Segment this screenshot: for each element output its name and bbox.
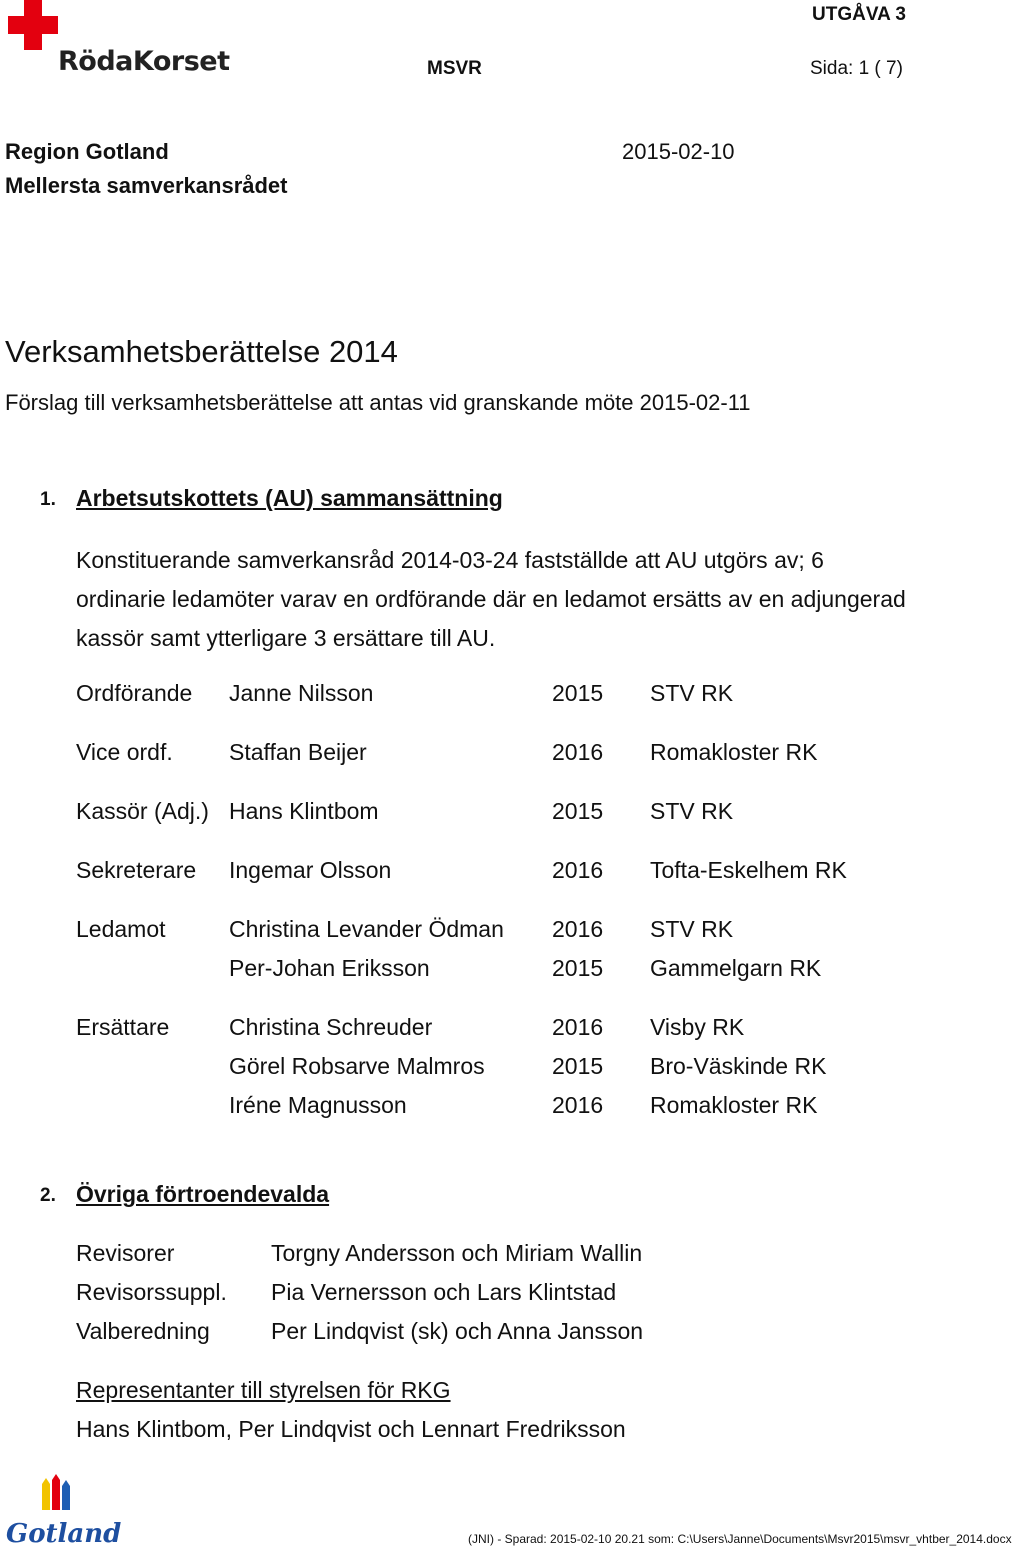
gotland-logo bbox=[4, 1478, 122, 1550]
member-year: 2016 bbox=[552, 1092, 604, 1118]
trustee-role: Valberedning bbox=[76, 1318, 210, 1344]
member-org: Bro-Väskinde RK bbox=[650, 1053, 827, 1079]
member-org: Romakloster RK bbox=[650, 739, 818, 765]
member-org: Romakloster RK bbox=[650, 1092, 818, 1118]
page-title: Verksamhetsberättelse 2014 bbox=[5, 334, 398, 369]
doc-code: MSVR bbox=[427, 58, 482, 79]
member-name: Hans Klintbom bbox=[229, 798, 379, 824]
member-year: 2016 bbox=[552, 739, 604, 765]
edition-label: UTGÅVA 3 bbox=[812, 4, 906, 25]
region-name: Region Gotland bbox=[5, 139, 169, 164]
document-date: 2015-02-10 bbox=[622, 139, 735, 164]
member-year: 2015 bbox=[552, 680, 604, 706]
red-cross-logo bbox=[4, 0, 230, 80]
member-year: 2015 bbox=[552, 1053, 604, 1079]
member-role: Ersättare bbox=[76, 1014, 170, 1040]
member-name: Iréne Magnusson bbox=[229, 1092, 407, 1118]
member-name: Görel Robsarve Malmros bbox=[229, 1053, 485, 1079]
member-role: Sekreterare bbox=[76, 857, 197, 883]
section-1-number: 1. bbox=[40, 489, 56, 510]
member-year: 2015 bbox=[552, 798, 604, 824]
section-1-heading: Arbetsutskottets (AU) sammansättning bbox=[76, 485, 503, 511]
council-name: Mellersta samverkansrådet bbox=[5, 173, 288, 198]
member-role: Ordförande bbox=[76, 680, 193, 706]
trustee-names: Torgny Andersson och Miriam Wallin bbox=[271, 1240, 643, 1266]
member-name: Staffan Beijer bbox=[229, 739, 367, 765]
member-org: Tofta-Eskelhem RK bbox=[650, 857, 847, 883]
rkg-heading: Representanter till styrelsen för RKG bbox=[76, 1377, 451, 1403]
member-name: Ingemar Olsson bbox=[229, 857, 392, 883]
section-1-intro: Konstituerande samverkansråd 2014-03-24 fastställde att AU utgörs av; 6 ordinarie ledamöter varav en ordförande där en ledamot ersätts av en adjungerad kassör samt ytterligare 3 ersättare till AU. bbox=[76, 547, 906, 651]
member-org: STV RK bbox=[650, 916, 734, 942]
member-year: 2016 bbox=[552, 1014, 604, 1040]
svg-text:Gotland: Gotland bbox=[6, 1519, 122, 1549]
member-name: Per-Johan Eriksson bbox=[229, 955, 430, 981]
member-name: Christina Schreuder bbox=[229, 1014, 433, 1040]
trustee-names: Per Lindqvist (sk) och Anna Jansson bbox=[271, 1318, 644, 1344]
member-role: Kassör (Adj.) bbox=[76, 798, 209, 824]
page-number: Sida: 1 ( 7) bbox=[810, 58, 903, 79]
red-cross-icon bbox=[8, 0, 58, 50]
member-year: 2015 bbox=[552, 955, 604, 981]
member-org: Visby RK bbox=[650, 1014, 745, 1040]
member-org: STV RK bbox=[650, 680, 734, 706]
member-role: Vice ordf. bbox=[76, 739, 173, 765]
trustee-role: Revisorer bbox=[76, 1240, 175, 1266]
member-year: 2016 bbox=[552, 916, 604, 942]
member-name: Christina Levander Ödman bbox=[229, 916, 504, 942]
rkg-names: Hans Klintbom, Per Lindqvist och Lennart Fredriksson bbox=[76, 1416, 626, 1442]
section-2-heading: Övriga förtroendevalda bbox=[76, 1181, 330, 1207]
save-info: (JNI) - Sparad: 2015-02-10 20.21 som: C:\Users\Janne\Documents\Msvr2015\msvr_vhtber_2014.docx bbox=[468, 1532, 1012, 1546]
member-year: 2016 bbox=[552, 857, 604, 883]
logo-text: RödaKorset bbox=[58, 46, 230, 77]
trustee-names: Pia Vernersson och Lars Klintstad bbox=[271, 1279, 617, 1305]
member-org: Gammelgarn RK bbox=[650, 955, 822, 981]
member-name: Janne Nilsson bbox=[229, 680, 374, 706]
trustee-role: Revisorssuppl. bbox=[76, 1279, 227, 1305]
member-role: Ledamot bbox=[76, 916, 166, 942]
section-2-number: 2. bbox=[40, 1185, 56, 1206]
member-org: STV RK bbox=[650, 798, 734, 824]
subtitle: Förslag till verksamhetsberättelse att antas vid granskande möte 2015-02-11 bbox=[5, 390, 751, 415]
